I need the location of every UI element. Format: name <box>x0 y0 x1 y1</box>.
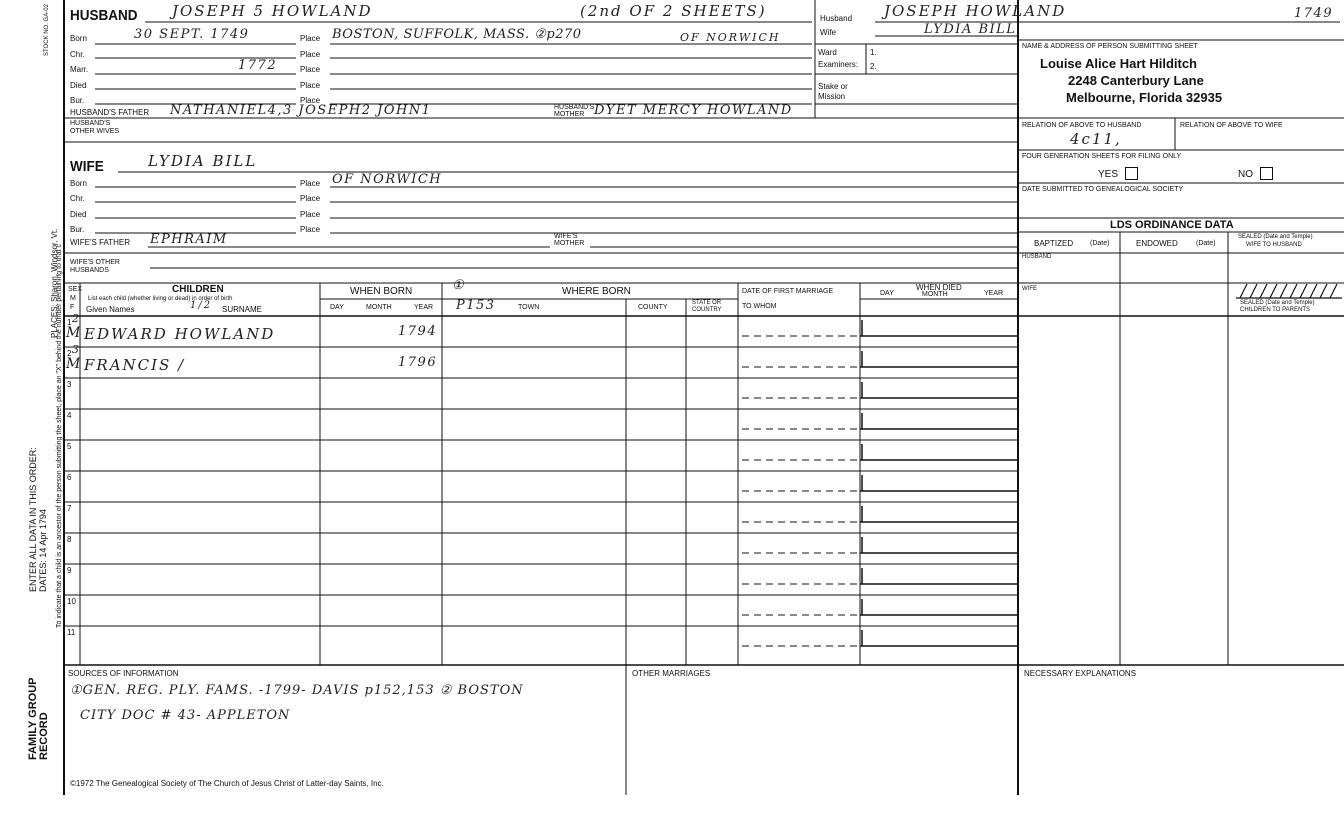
husband-marr-label: Marr. <box>70 65 89 74</box>
child-number: 8 <box>67 535 72 544</box>
of-norwich-note: OF NORWICH <box>680 31 781 44</box>
child-birth-year: 1794 <box>398 324 438 339</box>
state-label-2: COUNTRY <box>692 307 722 313</box>
child-number: 3 <box>67 380 72 389</box>
stake-label: Stake or <box>818 82 848 91</box>
husband-marr-year: 1772 <box>238 58 278 73</box>
lds-husband-label: HUSBAND <box>1022 254 1052 260</box>
right-wife-value: LYDIA BILL <box>924 22 1017 37</box>
child-number: 4 <box>67 411 72 420</box>
sex-label: SEX <box>68 286 83 293</box>
yes-label: YES <box>1098 169 1119 180</box>
when-born-month: MONTH <box>366 304 392 311</box>
state-label-1: STATE OR <box>692 300 722 306</box>
no-checkbox[interactable] <box>1260 167 1273 180</box>
husbands-father-label: HUSBAND'S FATHER <box>70 108 150 117</box>
children-note: List each child (whether living or dead) in order of birth <box>88 296 233 302</box>
when-died-day: DAY <box>880 290 894 297</box>
wife-bur-place-label: Place <box>300 225 321 234</box>
child-birth-year: 1796 <box>398 355 438 370</box>
child-sex: M <box>66 356 83 372</box>
wifes-father-value: EPHRAIM <box>150 232 228 247</box>
sources-label: SOURCES OF INFORMATION <box>68 669 179 678</box>
to-whom-label: TO WHOM <box>742 303 777 310</box>
town-label: TOWN <box>518 304 540 311</box>
given-names-mark: 1/2 <box>190 300 213 311</box>
wifes-other-husbands-label-1: WIFE'S OTHER <box>70 259 120 266</box>
husbands-other-wives-label-1: HUSBAND'S <box>70 120 111 127</box>
child-order-mark: 3 <box>72 343 81 356</box>
first-marriage-label: DATE OF FIRST MARRIAGE <box>742 288 834 295</box>
husband-bur-place-label: Place <box>300 96 321 105</box>
margin-dates: DATES: 14 Apr 1794 <box>38 509 48 592</box>
sex-m-label: M <box>70 295 76 302</box>
wife-bur-label: Bur. <box>70 225 85 234</box>
when-died-month: MONTH <box>922 291 948 298</box>
husband-died-label: Died <box>70 81 87 90</box>
wife-label: WIFE <box>70 158 104 175</box>
county-label: COUNTY <box>638 304 668 311</box>
wife-born-label: Born <box>70 179 87 188</box>
four-gen-label: FOUR GENERATION SHEETS FOR FILING ONLY <box>1022 153 1182 160</box>
lds-ordinance-title: LDS ORDINANCE DATA <box>1110 219 1234 231</box>
examiner-2: 2. <box>870 62 877 71</box>
right-wife-label: Wife <box>820 28 836 37</box>
husbands-mother-label-2: MOTHER <box>554 111 585 118</box>
wifes-other-husbands-label-2: HUSBANDS <box>70 267 109 274</box>
baptized-label: BAPTIZED <box>1034 239 1074 248</box>
husband-born-place-label: Place <box>300 34 321 43</box>
wife-name-value: LYDIA BILL <box>148 152 258 170</box>
yes-checkbox[interactable] <box>1125 167 1138 180</box>
margin-instruction: To indicate that a child is an ancestor of the person submitting the sheet, place an "X" behind the number pertaining to that c <box>56 244 63 628</box>
stock-number: STOCK NO. GA-02 <box>44 4 50 56</box>
husband-bur-label: Bur. <box>70 96 85 105</box>
wifes-father-label: WIFE'S FATHER <box>70 238 131 247</box>
other-marriages-label: OTHER MARRIAGES <box>632 669 711 678</box>
child-number: 9 <box>67 566 72 575</box>
baptized-date-label: (Date) <box>1090 240 1110 247</box>
submitter-header: NAME & ADDRESS OF PERSON SUBMITTING SHEET <box>1022 43 1198 50</box>
ward-label: Ward <box>818 48 837 57</box>
husband-name-value: JOSEPH 5 HOWLAND <box>172 2 373 20</box>
submitter-street: 2248 Canterbury Lane <box>1068 73 1204 88</box>
sources-line-2: CITY DOC # 43- APPLETON <box>80 708 291 723</box>
wife-died-label: Died <box>70 210 87 219</box>
date-submitted-label: DATE SUBMITTED TO GENEALOGICAL SOCIETY <box>1022 186 1184 193</box>
mission-label: Mission <box>818 92 846 101</box>
right-husband-label: Husband <box>820 14 853 23</box>
child-name: FRANCIS / <box>84 356 186 374</box>
child-number: 10 <box>67 597 76 606</box>
husband-died-place-label: Place <box>300 81 321 90</box>
husband-label: HUSBAND <box>70 7 138 24</box>
given-names-label: Given Names <box>86 305 135 314</box>
wife-born-place-value: OF NORWICH <box>332 172 443 187</box>
husbands-father-value: NATHANIEL4,3 JOSEPH2 JOHN1 <box>170 103 432 118</box>
right-husband-value: JOSEPH HOWLAND <box>884 2 1067 20</box>
when-born-year: YEAR <box>414 304 434 311</box>
explanations-label: NECESSARY EXPLANATIONS <box>1024 669 1137 678</box>
where-born-source-mark: ① <box>452 278 466 293</box>
sources-line-1: ①GEN. REG. PLY. FAMS. -1799- DAVIS p152,153 ② BOSTON <box>70 683 524 698</box>
relation-husband-label: RELATION OF ABOVE TO HUSBAND <box>1022 122 1142 129</box>
child-number: 2 <box>67 349 72 358</box>
endowed-label: ENDOWED <box>1136 239 1178 248</box>
husband-born-label: Born <box>70 34 87 43</box>
relation-wife-label: RELATION OF ABOVE TO WIFE <box>1180 122 1283 129</box>
when-born-day: DAY <box>330 304 344 311</box>
wife-chr-label: Chr. <box>70 194 85 203</box>
sealed-wh-label-2: WIFE TO HUSBAND <box>1246 242 1302 248</box>
no-label: NO <box>1238 169 1253 180</box>
submitter-city: Melbourne, Florida 32935 <box>1066 90 1223 105</box>
child-order-mark: 2 <box>72 312 81 325</box>
examiner-1: 1. <box>870 48 877 57</box>
children-label: CHILDREN <box>172 284 224 295</box>
husband-born-place: BOSTON, SUFFOLK, MASS. ②p270 <box>332 27 582 42</box>
examiners-label: Examiners: <box>818 60 859 69</box>
sheet-note: (2nd OF 2 SHEETS) <box>580 2 767 20</box>
when-born-label: WHEN BORN <box>350 286 413 297</box>
wife-chr-place-label: Place <box>300 194 321 203</box>
family-group-record-title: FAMILY GROUP RECORD <box>27 677 50 760</box>
margin-places: PLACES: Sharon, Windsor, Vt. <box>50 228 59 338</box>
sealed-cp-label-2: CHILDREN TO PARENTS <box>1240 307 1311 313</box>
sealed-cp-label-1: SEALED (Date and Temple) <box>1240 300 1315 306</box>
relation-husband-value: 4c11, <box>1070 130 1122 148</box>
sealed-wh-label-1: SEALED (Date and Temple) <box>1238 234 1313 240</box>
child-number: 1 <box>67 318 72 327</box>
husband-chr-place-label: Place <box>300 50 321 59</box>
submitter-name: Louise Alice Hart Hilditch <box>1040 56 1197 71</box>
child-name: EDWARD HOWLAND <box>84 325 276 343</box>
sex-f-label: F <box>70 304 75 311</box>
child-number: 6 <box>67 473 72 482</box>
where-born-page: P153 <box>456 298 496 313</box>
surname-label: SURNAME <box>222 305 263 314</box>
husband-born-date: 30 SEPT. 1749 <box>134 27 250 42</box>
lds-wife-label: WIFE <box>1022 286 1037 292</box>
wife-born-place-label: Place <box>300 179 321 188</box>
child-sex: M <box>66 325 83 341</box>
husbands-other-wives-label-2: OTHER WIVES <box>70 128 120 135</box>
copyright-notice: ©1972 The Genealogical Society of The Church of Jesus Christ of Latter-day Saints, Inc. <box>70 779 384 788</box>
wife-died-place-label: Place <box>300 210 321 219</box>
wifes-mother-label-2: MOTHER <box>554 240 585 247</box>
husbands-mother-label-1: HUSBAND'S <box>554 104 595 111</box>
where-born-label: WHERE BORN <box>562 286 631 297</box>
husband-marr-place-label: Place <box>300 65 321 74</box>
wifes-mother-label-1: WIFE'S <box>554 233 578 240</box>
husbands-mother-value: DYET MERCY HOWLAND <box>594 103 793 118</box>
right-husband-year: 1749 <box>1294 6 1334 21</box>
when-died-year: YEAR <box>984 290 1004 297</box>
child-number: 11 <box>67 628 76 637</box>
endowed-date-label: (Date) <box>1196 240 1216 247</box>
when-died-label: WHEN DIED <box>916 283 962 292</box>
margin-enter-order: ENTER ALL DATA IN THIS ORDER: <box>28 447 38 592</box>
child-number: 5 <box>67 442 72 451</box>
husband-chr-label: Chr. <box>70 50 85 59</box>
child-number: 7 <box>67 504 72 513</box>
